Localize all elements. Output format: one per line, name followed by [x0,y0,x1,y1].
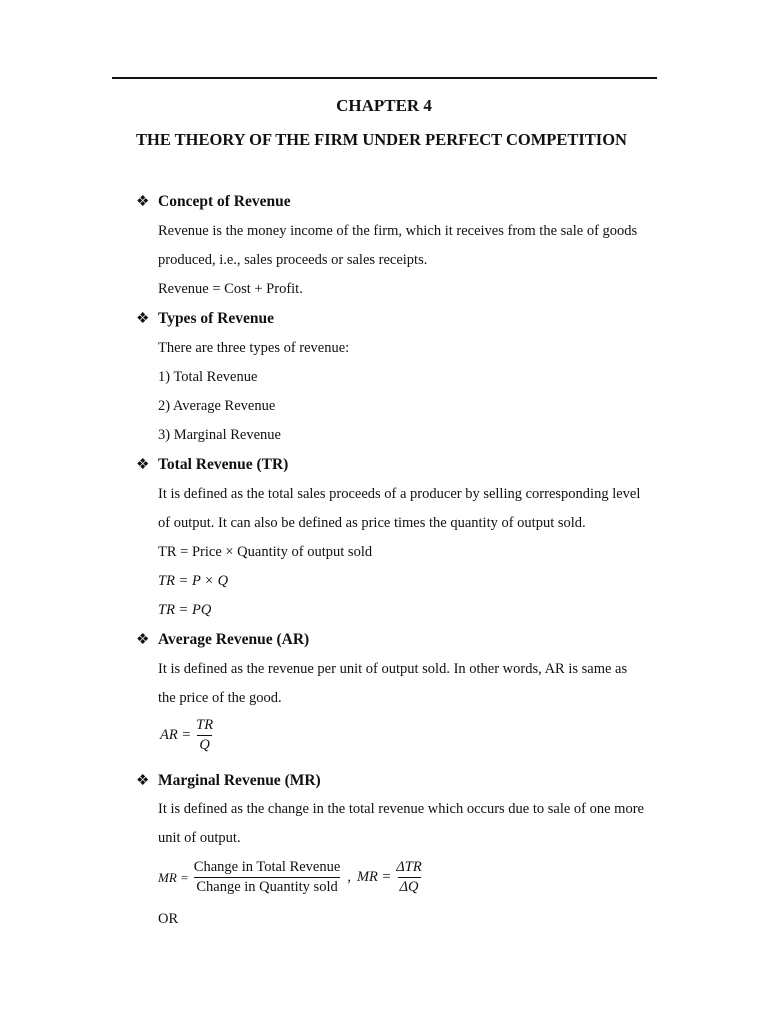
concept-line-1: Revenue is the money income of the firm, which it receives from the sale of goods [158,223,638,239]
section-heading-mr: Marginal Revenue (MR) [158,772,321,789]
or-label: OR [158,911,179,927]
bullet-icon: ❖ [136,773,150,789]
top-rule [112,77,657,79]
concept-line-3: Revenue = Cost + Profit. [158,281,303,297]
formula-separator: , [347,869,351,885]
section-heading-ar: Average Revenue (AR) [158,631,310,648]
tr-formula-1: TR = Price × Quantity of output sold [158,544,373,560]
section-heading-types: Types of Revenue [158,310,274,327]
tr-line-2: of output. It can also be defined as price times the quantity of output sold. [158,515,586,531]
ar-formula [160,717,218,754]
chapter-label: CHAPTER 4 [336,96,432,115]
bullet-icon: ❖ [136,632,150,648]
mr-formula-denominator: Change in Quantity sold [196,879,338,895]
mr-delta-formula-denominator: ΔQ [399,879,419,895]
ar-formula-lhs: AR = [160,727,192,743]
mr-delta-formula-lhs: MR = [356,869,392,885]
tr-formula-3: TR = PQ [158,602,212,618]
bullet-icon: ❖ [136,311,150,327]
concept-line-2: produced, i.e., sales proceeds or sales receipts. [158,252,428,268]
mr-line-1: It is defined as the change in the total revenue which occurs due to sale of one more [158,801,644,817]
mr-formula [158,859,427,896]
list-item: 1) Total Revenue [158,369,258,385]
mr-line-2: unit of output. [158,830,241,846]
section-heading-concept: Concept of Revenue [158,193,291,210]
ar-formula-denominator: Q [199,737,210,753]
types-intro: There are three types of revenue: [158,340,350,356]
mr-delta-formula-numerator: ΔTR [396,859,422,875]
mr-formula-numerator: Change in Total Revenue [193,859,341,875]
ar-line-2: the price of the good. [158,690,282,706]
bullet-icon: ❖ [136,194,150,210]
ar-line-1: It is defined as the revenue per unit of output sold. In other words, AR is same as [158,661,628,677]
tr-line-1: It is defined as the total sales proceeds of a producer by selling corresponding level [158,486,641,502]
list-item: 2) Average Revenue [158,398,276,414]
tr-formula-2: TR = P × Q [158,573,229,589]
chapter-title: THE THEORY OF THE FIRM UNDER PERFECT COMPETITION [136,130,627,149]
list-item: 3) Marginal Revenue [158,427,281,443]
ar-formula-numerator: TR [196,717,214,733]
mr-formula-lhs: MR = [158,869,189,885]
section-heading-tr: Total Revenue (TR) [158,456,289,473]
bullet-icon: ❖ [136,457,150,473]
